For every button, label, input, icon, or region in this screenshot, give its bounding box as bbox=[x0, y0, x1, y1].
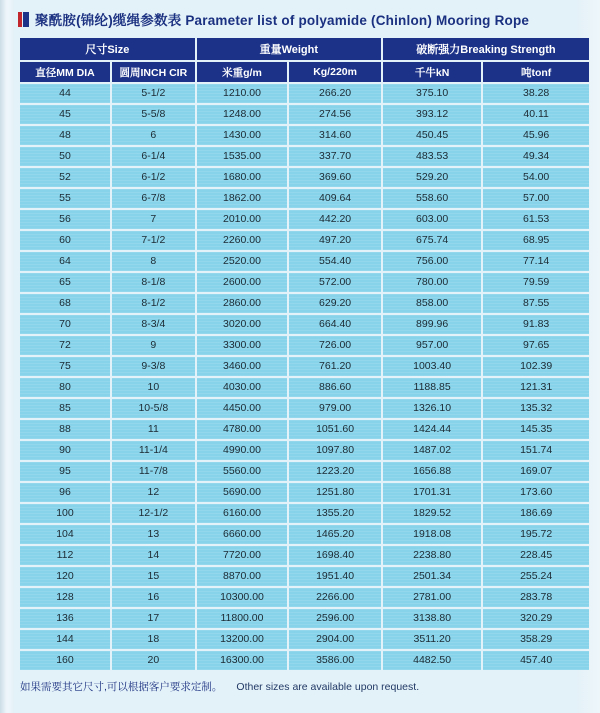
table-cell: 756.00 bbox=[383, 252, 481, 271]
table-body bbox=[20, 84, 589, 670]
table-cell: 6-7/8 bbox=[112, 189, 195, 208]
table-cell: 1251.80 bbox=[289, 483, 381, 502]
table-row bbox=[20, 420, 589, 439]
table-cell: 1326.10 bbox=[383, 399, 481, 418]
table-row bbox=[20, 252, 589, 271]
table-cell: 369.60 bbox=[289, 168, 381, 187]
table-cell: 1680.00 bbox=[197, 168, 288, 187]
table-cell: 283.78 bbox=[483, 588, 589, 607]
column-header-kilonewton: 千牛kN bbox=[383, 62, 481, 82]
table-cell: 1701.31 bbox=[383, 483, 481, 502]
page-title: 聚酰胺(锦纶)缆绳参数表 Parameter list of polyamide (Chinlon) Mooring Rope bbox=[35, 13, 530, 28]
table-cell: 3020.00 bbox=[197, 315, 288, 334]
blue-bar-icon bbox=[23, 12, 29, 27]
table-cell: 11-1/4 bbox=[112, 441, 195, 460]
column-header-tonf: 吨tonf bbox=[483, 62, 589, 82]
column-header-kg-per-220m: Kg/220m bbox=[289, 62, 381, 82]
table-cell: 8-1/2 bbox=[112, 294, 195, 313]
group-header-weight: 重量Weight bbox=[197, 38, 381, 60]
table-row bbox=[20, 357, 589, 376]
table-cell: 554.40 bbox=[289, 252, 381, 271]
table-cell: 45 bbox=[20, 105, 110, 124]
table-cell: 1951.40 bbox=[289, 567, 381, 586]
table-cell: 2260.00 bbox=[197, 231, 288, 250]
table-row bbox=[20, 147, 589, 166]
table-cell: 54.00 bbox=[483, 168, 589, 187]
table-cell: 8-3/4 bbox=[112, 315, 195, 334]
table-row bbox=[20, 273, 589, 292]
table-cell: 45.96 bbox=[483, 126, 589, 145]
table-cell: 2266.00 bbox=[289, 588, 381, 607]
table-cell: 5560.00 bbox=[197, 462, 288, 481]
table-cell: 529.20 bbox=[383, 168, 481, 187]
table-cell: 49.34 bbox=[483, 147, 589, 166]
table-cell: 3460.00 bbox=[197, 357, 288, 376]
table-cell: 56 bbox=[20, 210, 110, 229]
table-cell: 72 bbox=[20, 336, 110, 355]
table-row bbox=[20, 525, 589, 544]
table-cell: 120 bbox=[20, 567, 110, 586]
column-header-circumference: 圆周INCH CIR bbox=[112, 62, 195, 82]
table-row bbox=[20, 84, 589, 103]
table-cell: 1051.60 bbox=[289, 420, 381, 439]
table-cell: 1535.00 bbox=[197, 147, 288, 166]
table-cell: 1430.00 bbox=[197, 126, 288, 145]
table-cell: 1223.20 bbox=[289, 462, 381, 481]
table-cell: 128 bbox=[20, 588, 110, 607]
table-cell: 151.74 bbox=[483, 441, 589, 460]
table-cell: 17 bbox=[112, 609, 195, 628]
table-row bbox=[20, 105, 589, 124]
table-row bbox=[20, 630, 589, 649]
table-cell: 16 bbox=[112, 588, 195, 607]
table-cell: 2600.00 bbox=[197, 273, 288, 292]
table-cell: 4450.00 bbox=[197, 399, 288, 418]
table-cell: 255.24 bbox=[483, 567, 589, 586]
table-cell: 886.60 bbox=[289, 378, 381, 397]
table-cell: 136 bbox=[20, 609, 110, 628]
table-cell: 1355.20 bbox=[289, 504, 381, 523]
table-cell: 393.12 bbox=[383, 105, 481, 124]
table-row bbox=[20, 210, 589, 229]
table-cell: 9-3/8 bbox=[112, 357, 195, 376]
table-cell: 50 bbox=[20, 147, 110, 166]
table-cell: 6160.00 bbox=[197, 504, 288, 523]
table-cell: 70 bbox=[20, 315, 110, 334]
table-cell: 55 bbox=[20, 189, 110, 208]
table-row bbox=[20, 483, 589, 502]
table-cell: 87.55 bbox=[483, 294, 589, 313]
footer-note-chinese: 如果需要其它尺寸,可以根据客户要求定制。 bbox=[20, 681, 223, 693]
table-cell: 13200.00 bbox=[197, 630, 288, 649]
table-cell: 1003.40 bbox=[383, 357, 481, 376]
table-cell: 195.72 bbox=[483, 525, 589, 544]
table-row bbox=[20, 588, 589, 607]
table-cell: 4780.00 bbox=[197, 420, 288, 439]
red-bar-icon bbox=[18, 12, 22, 27]
table-cell: 761.20 bbox=[289, 357, 381, 376]
table-cell: 12-1/2 bbox=[112, 504, 195, 523]
table-cell: 2860.00 bbox=[197, 294, 288, 313]
table-cell: 14 bbox=[112, 546, 195, 565]
table-cell: 135.32 bbox=[483, 399, 589, 418]
table-cell: 20 bbox=[112, 651, 195, 670]
table-cell: 112 bbox=[20, 546, 110, 565]
table-cell: 375.10 bbox=[383, 84, 481, 103]
column-header-gram-per-meter: 米重g/m bbox=[197, 62, 288, 82]
table-row bbox=[20, 126, 589, 145]
table-cell: 173.60 bbox=[483, 483, 589, 502]
table-cell: 97.65 bbox=[483, 336, 589, 355]
table-cell: 979.00 bbox=[289, 399, 381, 418]
table-cell: 4990.00 bbox=[197, 441, 288, 460]
table-cell: 144 bbox=[20, 630, 110, 649]
table-cell: 2238.80 bbox=[383, 546, 481, 565]
table-cell: 1188.85 bbox=[383, 378, 481, 397]
table-cell: 160 bbox=[20, 651, 110, 670]
table-cell: 358.29 bbox=[483, 630, 589, 649]
table-cell: 8-1/8 bbox=[112, 273, 195, 292]
table-cell: 3300.00 bbox=[197, 336, 288, 355]
table-cell: 858.00 bbox=[383, 294, 481, 313]
table-cell: 12 bbox=[112, 483, 195, 502]
table-cell: 80 bbox=[20, 378, 110, 397]
table-cell: 1424.44 bbox=[383, 420, 481, 439]
table-cell: 1210.00 bbox=[197, 84, 288, 103]
table-cell: 2904.00 bbox=[289, 630, 381, 649]
table-cell: 85 bbox=[20, 399, 110, 418]
table-cell: 483.53 bbox=[383, 147, 481, 166]
table-column-header-row bbox=[20, 62, 589, 82]
table-cell: 61.53 bbox=[483, 210, 589, 229]
table-cell: 5690.00 bbox=[197, 483, 288, 502]
table-cell: 7 bbox=[112, 210, 195, 229]
table-cell: 88 bbox=[20, 420, 110, 439]
table-cell: 1862.00 bbox=[197, 189, 288, 208]
table-cell: 2520.00 bbox=[197, 252, 288, 271]
table-row bbox=[20, 168, 589, 187]
rope-spec-table bbox=[18, 36, 591, 672]
footer-note bbox=[20, 679, 591, 694]
table-cell: 558.60 bbox=[383, 189, 481, 208]
table-cell: 7720.00 bbox=[197, 546, 288, 565]
group-header-size: 尺寸Size bbox=[20, 38, 195, 60]
table-row bbox=[20, 378, 589, 397]
table-cell: 457.40 bbox=[483, 651, 589, 670]
table-cell: 409.64 bbox=[289, 189, 381, 208]
table-cell: 497.20 bbox=[289, 231, 381, 250]
table-cell: 2010.00 bbox=[197, 210, 288, 229]
table-cell: 726.00 bbox=[289, 336, 381, 355]
table-cell: 11800.00 bbox=[197, 609, 288, 628]
table-cell: 65 bbox=[20, 273, 110, 292]
table-cell: 1829.52 bbox=[383, 504, 481, 523]
table-cell: 40.11 bbox=[483, 105, 589, 124]
table-cell: 2596.00 bbox=[289, 609, 381, 628]
table-cell: 3586.00 bbox=[289, 651, 381, 670]
table-row bbox=[20, 567, 589, 586]
table-cell: 11-7/8 bbox=[112, 462, 195, 481]
table-cell: 629.20 bbox=[289, 294, 381, 313]
table-cell: 100 bbox=[20, 504, 110, 523]
table-cell: 5-5/8 bbox=[112, 105, 195, 124]
table-row bbox=[20, 189, 589, 208]
table-cell: 450.45 bbox=[383, 126, 481, 145]
table-cell: 6660.00 bbox=[197, 525, 288, 544]
table-row bbox=[20, 315, 589, 334]
table-cell: 1698.40 bbox=[289, 546, 381, 565]
table-cell: 664.40 bbox=[289, 315, 381, 334]
table-cell: 75 bbox=[20, 357, 110, 376]
table-cell: 102.39 bbox=[483, 357, 589, 376]
table-cell: 57.00 bbox=[483, 189, 589, 208]
table-cell: 1656.88 bbox=[383, 462, 481, 481]
table-cell: 2501.34 bbox=[383, 567, 481, 586]
table-cell: 314.60 bbox=[289, 126, 381, 145]
table-row bbox=[20, 294, 589, 313]
table-cell: 442.20 bbox=[289, 210, 381, 229]
table-cell: 8870.00 bbox=[197, 567, 288, 586]
table-row bbox=[20, 504, 589, 523]
table-cell: 572.00 bbox=[289, 273, 381, 292]
table-cell: 7-1/2 bbox=[112, 231, 195, 250]
table-cell: 11 bbox=[112, 420, 195, 439]
table-cell: 64 bbox=[20, 252, 110, 271]
table-cell: 6-1/2 bbox=[112, 168, 195, 187]
table-cell: 90 bbox=[20, 441, 110, 460]
table-row bbox=[20, 609, 589, 628]
table-cell: 10300.00 bbox=[197, 588, 288, 607]
table-cell: 10 bbox=[112, 378, 195, 397]
table-cell: 9 bbox=[112, 336, 195, 355]
table-cell: 77.14 bbox=[483, 252, 589, 271]
table-cell: 96 bbox=[20, 483, 110, 502]
table-cell: 957.00 bbox=[383, 336, 481, 355]
table-cell: 104 bbox=[20, 525, 110, 544]
table-cell: 6-1/4 bbox=[112, 147, 195, 166]
table-cell: 4482.50 bbox=[383, 651, 481, 670]
table-cell: 1248.00 bbox=[197, 105, 288, 124]
table-cell: 6 bbox=[112, 126, 195, 145]
title-marker-icon bbox=[18, 12, 29, 27]
table-cell: 274.56 bbox=[289, 105, 381, 124]
table-cell: 320.29 bbox=[483, 609, 589, 628]
table-row bbox=[20, 441, 589, 460]
table-group-header-row bbox=[20, 38, 589, 60]
table-row bbox=[20, 336, 589, 355]
table-cell: 10-5/8 bbox=[112, 399, 195, 418]
table-cell: 95 bbox=[20, 462, 110, 481]
table-cell: 121.31 bbox=[483, 378, 589, 397]
table-cell: 60 bbox=[20, 231, 110, 250]
table-cell: 4030.00 bbox=[197, 378, 288, 397]
table-cell: 899.96 bbox=[383, 315, 481, 334]
table-row bbox=[20, 231, 589, 250]
table-row bbox=[20, 399, 589, 418]
column-header-diameter: 直径MM DIA bbox=[20, 62, 110, 82]
table-cell: 44 bbox=[20, 84, 110, 103]
table-row bbox=[20, 651, 589, 670]
table-cell: 1487.02 bbox=[383, 441, 481, 460]
table-cell: 13 bbox=[112, 525, 195, 544]
table-cell: 91.83 bbox=[483, 315, 589, 334]
footer-note-english: Other sizes are available upon request. bbox=[236, 681, 420, 693]
table-cell: 675.74 bbox=[383, 231, 481, 250]
group-header-breaking-strength: 破断强力Breaking Strength bbox=[383, 38, 589, 60]
table-cell: 15 bbox=[112, 567, 195, 586]
table-cell: 68.95 bbox=[483, 231, 589, 250]
table-cell: 337.70 bbox=[289, 147, 381, 166]
page-header bbox=[18, 8, 591, 30]
table-cell: 5-1/2 bbox=[112, 84, 195, 103]
table-cell: 780.00 bbox=[383, 273, 481, 292]
table-cell: 1918.08 bbox=[383, 525, 481, 544]
table-cell: 79.59 bbox=[483, 273, 589, 292]
table-cell: 1097.80 bbox=[289, 441, 381, 460]
table-cell: 18 bbox=[112, 630, 195, 649]
table-cell: 8 bbox=[112, 252, 195, 271]
table-cell: 16300.00 bbox=[197, 651, 288, 670]
table-cell: 38.28 bbox=[483, 84, 589, 103]
table-cell: 186.69 bbox=[483, 504, 589, 523]
table-cell: 3511.20 bbox=[383, 630, 481, 649]
table-cell: 68 bbox=[20, 294, 110, 313]
table-cell: 1465.20 bbox=[289, 525, 381, 544]
table-row bbox=[20, 462, 589, 481]
table-cell: 266.20 bbox=[289, 84, 381, 103]
table-row bbox=[20, 546, 589, 565]
table-cell: 603.00 bbox=[383, 210, 481, 229]
table-cell: 2781.00 bbox=[383, 588, 481, 607]
table-cell: 52 bbox=[20, 168, 110, 187]
table-cell: 48 bbox=[20, 126, 110, 145]
table-cell: 3138.80 bbox=[383, 609, 481, 628]
table-cell: 228.45 bbox=[483, 546, 589, 565]
table-cell: 169.07 bbox=[483, 462, 589, 481]
table-cell: 145.35 bbox=[483, 420, 589, 439]
